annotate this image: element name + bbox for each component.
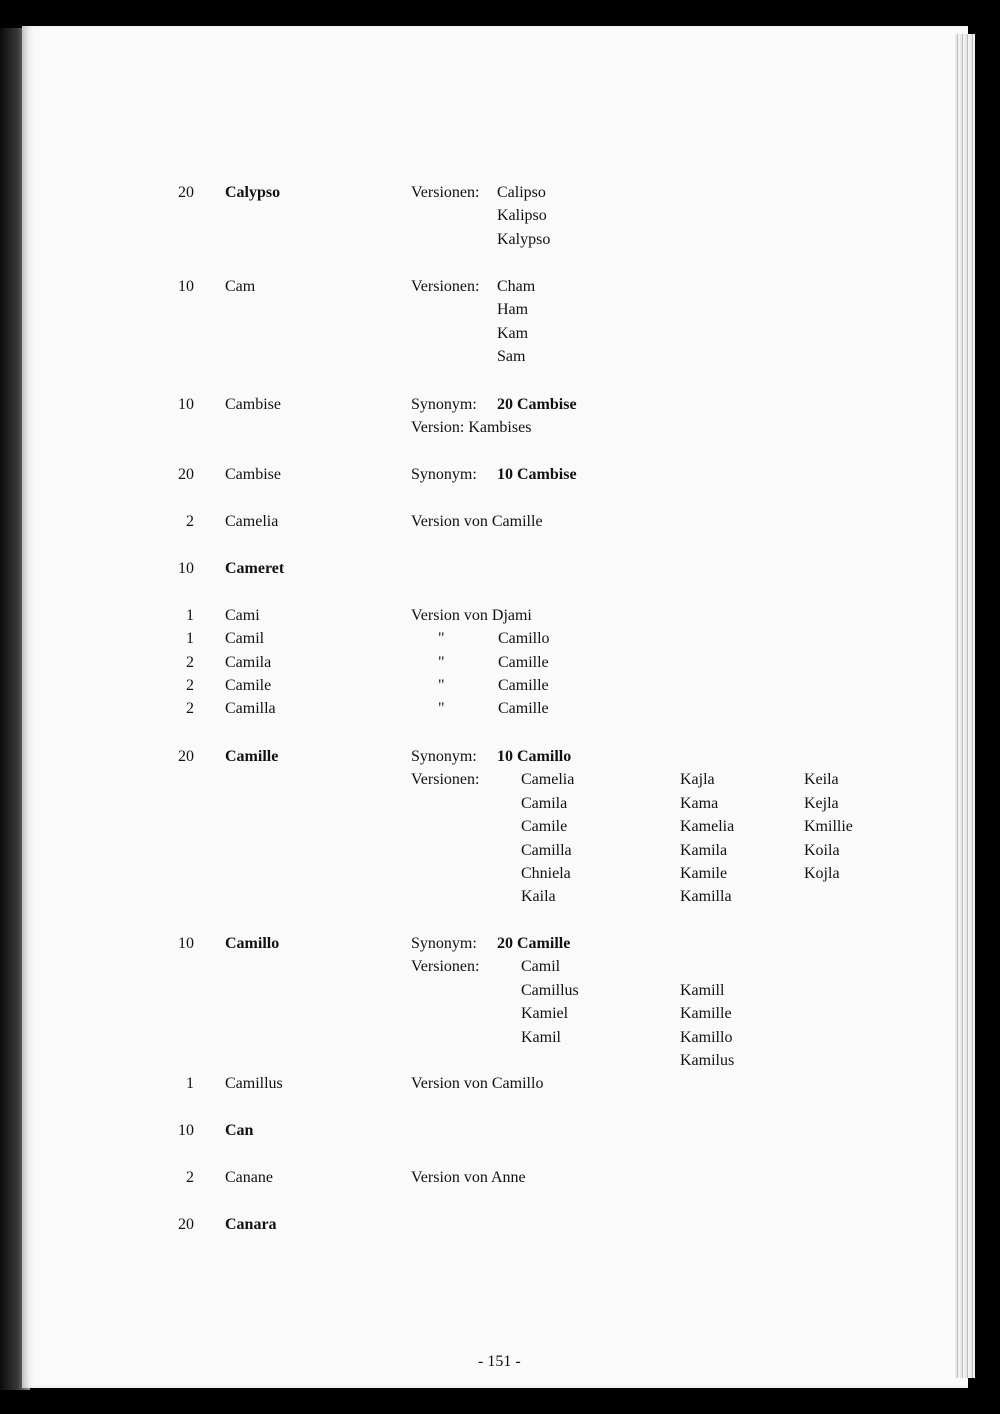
synonym-reference: 20 Camille <box>497 935 571 952</box>
entry-label: Versionen: <box>411 184 480 201</box>
version-value: Kamillo <box>680 1028 733 1046</box>
entry-number: 1 <box>186 1075 194 1092</box>
version-value: Kejla <box>804 794 839 812</box>
version-value: Camilla <box>521 841 572 859</box>
entry-value: Camille <box>498 700 549 717</box>
synonym-reference: 20 Cambise <box>497 396 577 413</box>
entry-value: Camille <box>498 677 549 694</box>
entry-note: Version: Kambises <box>411 419 532 437</box>
entry-name: Camillus <box>225 1075 283 1092</box>
version-value: Kajla <box>680 771 715 789</box>
entry-name: Cam <box>225 278 256 295</box>
version-value: Sam <box>497 348 526 366</box>
entry-label: Versionen: <box>411 958 480 976</box>
entry-label: Versionen: <box>411 278 480 295</box>
entry-name: Cambise <box>225 466 281 483</box>
entry-label: Versionen: <box>411 771 480 789</box>
version-value: Camil <box>521 958 561 976</box>
version-value: Kamiel <box>521 1005 569 1023</box>
entry-name: Camilla <box>225 700 276 717</box>
ditto-mark: " <box>438 654 445 671</box>
version-value: Koila <box>804 841 840 859</box>
version-value: Kamilus <box>680 1052 735 1069</box>
version-value: Kalypso <box>497 230 551 248</box>
entry-name: Canara <box>225 1216 277 1233</box>
version-value: Kamelia <box>680 818 735 836</box>
ditto-mark: " <box>438 630 445 647</box>
entry-name: Can <box>225 1122 254 1139</box>
entry-name: Camelia <box>225 513 279 530</box>
entry-number: 10 <box>178 278 194 295</box>
entry-name: Camila <box>225 654 272 671</box>
version-value: Kmillie <box>804 818 853 836</box>
entry-name: Camille <box>225 748 279 765</box>
entry-name: Cami <box>225 607 260 624</box>
version-value: Camillus <box>521 981 579 999</box>
entry-number: 10 <box>178 1122 194 1139</box>
entry-number: 20 <box>178 1216 194 1233</box>
page-number: - 151 - <box>478 1353 521 1370</box>
entry-number: 20 <box>178 748 194 765</box>
version-value: Camile <box>521 818 568 836</box>
entry-value: Camille <box>498 654 549 671</box>
version-value: Keila <box>804 771 839 789</box>
entry-name: Cameret <box>225 560 285 577</box>
entry-number: 2 <box>186 677 194 694</box>
entry-name: Canane <box>225 1169 273 1186</box>
entry-name: Camillo <box>225 935 280 952</box>
version-value: Kalipso <box>497 207 547 225</box>
synonym-reference: 10 Cambise <box>497 466 577 483</box>
version-value: Camelia <box>521 771 575 789</box>
entry-note: Version von Camille <box>411 513 543 530</box>
entry-number: 20 <box>178 184 194 201</box>
version-value: Cham <box>497 278 536 295</box>
version-value: Kojla <box>804 865 840 882</box>
entry-number: 2 <box>186 513 194 530</box>
version-value: Kam <box>497 324 529 342</box>
entry-note: Version von Camillo <box>411 1075 544 1092</box>
entry-label: Synonym: <box>411 466 477 483</box>
entry-label: Synonym: <box>411 935 477 952</box>
synonym-reference: 10 Camillo <box>497 748 572 765</box>
entry-name: Camil <box>225 630 265 647</box>
entry-number: 2 <box>186 654 194 671</box>
entry-name: Cambise <box>225 396 281 413</box>
version-value: Chniela <box>521 865 571 882</box>
entry-label: Synonym: <box>411 748 477 765</box>
version-value: Kama <box>680 794 719 812</box>
ditto-mark: " <box>438 677 445 694</box>
entry-number: 2 <box>186 1169 194 1186</box>
version-value: Kamill <box>680 981 725 999</box>
version-value: Kamilla <box>680 888 732 906</box>
entry-number: 1 <box>186 630 194 647</box>
version-value: Camila <box>521 794 568 812</box>
entry-note: Version von Djami <box>411 607 532 624</box>
entry-value: Camillo <box>498 630 550 647</box>
entry-number: 10 <box>178 396 194 413</box>
entry-name: Calypso <box>225 184 281 201</box>
entry-number: 10 <box>178 560 194 577</box>
version-value: Kaila <box>521 888 556 906</box>
ditto-mark: " <box>438 700 445 717</box>
version-value: Ham <box>497 301 529 319</box>
entry-number: 2 <box>186 700 194 717</box>
version-value: Calipso <box>497 184 546 201</box>
version-value: Kamil <box>521 1028 561 1046</box>
entry-number: 20 <box>178 466 194 483</box>
entry-label: Synonym: <box>411 396 477 413</box>
entry-number: 1 <box>186 607 194 624</box>
version-value: Kamile <box>680 865 728 882</box>
entry-note: Version von Anne <box>411 1169 526 1186</box>
version-value: Kamille <box>680 1005 732 1023</box>
entry-number: 10 <box>178 935 194 952</box>
version-value: Kamila <box>680 841 728 859</box>
entry-name: Camile <box>225 677 272 694</box>
